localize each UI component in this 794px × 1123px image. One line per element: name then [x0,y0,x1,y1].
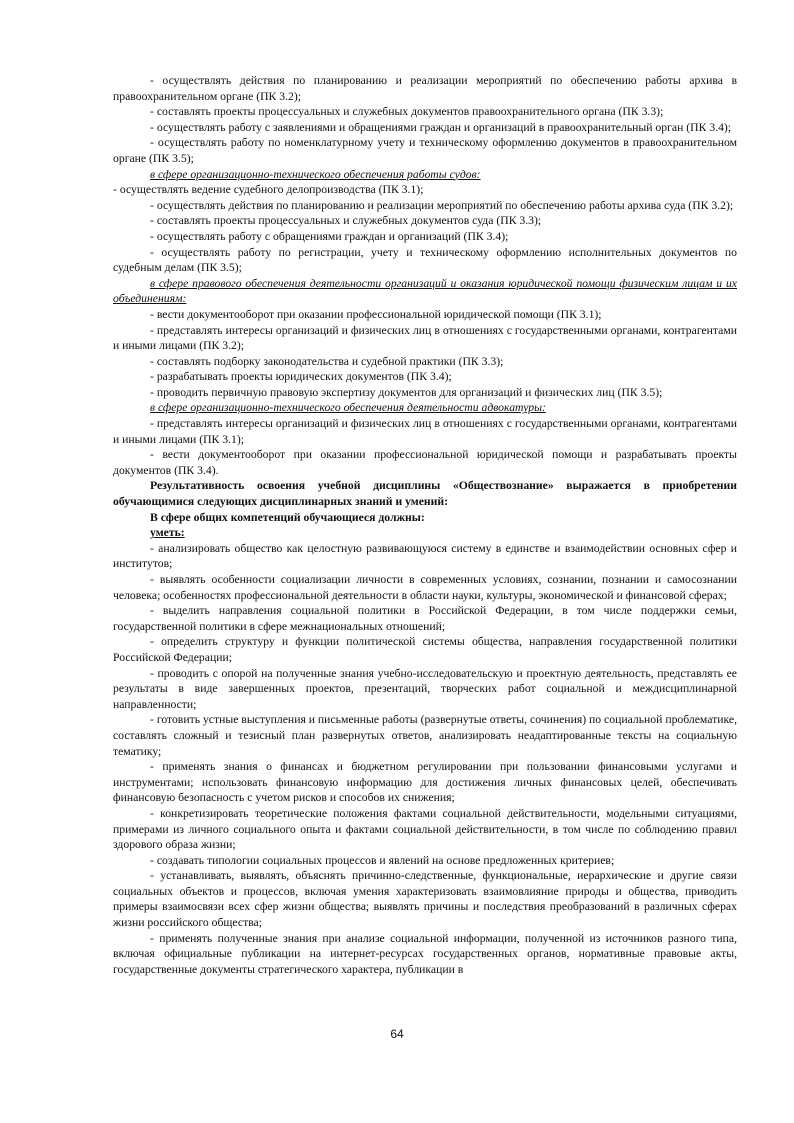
paragraph: - осуществлять работу по регистрации, учету и техническому оформлению исполнительных документов по судебным делам (ПК 3.5); [113,245,737,275]
paragraph: - анализировать общество как целостную развивающуюся систему в единстве и взаимодействии основных сфер и институтов; [113,541,737,571]
paragraph: - проводить первичную правовую экспертизу документов для организаций и физических лиц (ПК 3.5); [150,385,663,399]
section-heading [113,400,737,416]
paragraph: - готовить устные выступления и письменные работы (развернутые ответы, сочинения) по социальной проблематике, составлять сложный и тезисный план развернутых ответов, анализировать неадаптированные тексты на социальную тематику; [113,713,737,758]
paragraph: - применять полученные знания при анализе социальной информации, полученной из источников разного типа, включая официальные публикации на интернет-ресурсах государственных органов, нормативные правовые акты, государственные документы стратегического характера, публикации в [113,931,737,976]
paragraph: - составлять проекты процессуальных и служебных документов правоохранительного органа (ПК 3.3); [150,105,664,119]
paragraph: - вести документооборот при оказании профессиональной юридической помощи (ПК 3.1); [150,307,602,321]
paragraph: - осуществлять работу с заявлениями и обращениями граждан и организаций в правоохранительный орган (ПК 3.4); [150,120,732,134]
section-heading [113,167,737,183]
paragraph: - осуществлять действия по планированию и реализации мероприятий по обеспечению работы архива в правоохранительном органе (ПК 3.2); [113,74,737,103]
page-number: 64 [390,1027,404,1041]
results-intro: Результативность освоения учебной дисциплины «Обществознание» выражается в приобретении обучающимися следующих дисциплинарных знаний и умений: [113,479,737,509]
section-heading [113,276,737,307]
paragraph: - создавать типологии социальных процессов и явлений на основе предложенных критериев; [150,853,615,867]
paragraph: - осуществлять ведение судебного делопроизводства (ПК 3.1); [113,183,424,197]
document-body [113,73,737,977]
section-heading-text: в сфере организационно-технического обеспечения деятельности адвокатуры: [150,401,546,415]
paragraph: - выделить направления социальной политики в Российской Федерации, в том числе поддержки семьи, государственной политики в сфере межнациональных отношений; [113,604,737,633]
paragraph: - вести документооборот при оказании профессиональной юридической помощи и разрабатывать проекты документов (ПК 3.4). [113,448,737,477]
paragraph: - представлять интересы организаций и физических лиц в отношениях с государственными органами, контрагентами и иными лицами (ПК 3.2); [113,323,737,353]
paragraph: - представлять интересы организаций и физических лиц в отношениях с государственными органами, контрагентами и иными лицами (ПК 3.1); [113,417,737,446]
paragraph: - определить структуру и функции политической системы общества, направления государственной политики Российской Федерации; [113,635,737,664]
section-heading-text: в сфере правового обеспечения деятельности организаций и оказания юридической помощи физическим лицам и их объединениям: [113,276,737,306]
skills-heading-text: уметь: [150,526,185,540]
paragraph: - выявлять особенности социализации личности в современных условиях, сознании, познании и самосознании человека; особенностях профессиональной деятельности в области науки, культуры, экономической и финансовой сферах; [113,573,737,602]
paragraph: - осуществлять работу с обращениями граждан и организаций (ПК 3.4); [150,229,509,243]
paragraph: - составлять подборку законодательства и судебной практики (ПК 3.3); [150,354,504,368]
paragraph: - составлять проекты процессуальных и служебных документов суда (ПК 3.3); [150,214,542,228]
paragraph: - разрабатывать проекты юридических документов (ПК 3.4); [150,370,452,384]
paragraph: - устанавливать, выявлять, объяснять причинно-следственные, функциональные, иерархические и другие связи социальных объектов и процессов, включая умения характеризовать взаимовлияние природы и общества, приводить примеры взаимосвязи всех сфер жизни общества; выявлять причины и последствия преобразований в различных сферах жизни российского общества; [113,869,737,930]
section-heading-text: в сфере организационно-технического обеспечения работы судов: [150,167,481,181]
paragraph: - конкретизировать теоретические положения фактами социальной действительности, модельными ситуациями, примерами из личного социального опыта и фактами социальной действительности, в том числе по соблюдению правил здорового образа жизни; [113,806,737,852]
paragraph: - проводить с опорой на полученные знания учебно-исследовательскую и проектную деятельность, представлять ее результаты в виде завершенных проектов, презентаций, творческих работ социальной и междисциплинарной направленности; [113,666,737,711]
skills-heading [113,525,737,541]
paragraph: - осуществлять работу по номенклатурному учету и техническому оформлению документов в правоохранительном органе (ПК 3.5); [113,136,737,165]
paragraph: - осуществлять действия по планированию и реализации мероприятий по обеспечению работы архива суда (ПК 3.2); [150,198,734,212]
competence-heading: В сфере общих компетенций обучающиеся должны: [150,510,425,524]
paragraph: - применять знания о финансах и бюджетном регулировании при пользовании финансовыми услугами и инструментами; использовать финансовую информацию для достижения личных финансовых целей, обеспечивать финансовую безопасность с учетом рисков и способов их снижения; [113,760,737,805]
